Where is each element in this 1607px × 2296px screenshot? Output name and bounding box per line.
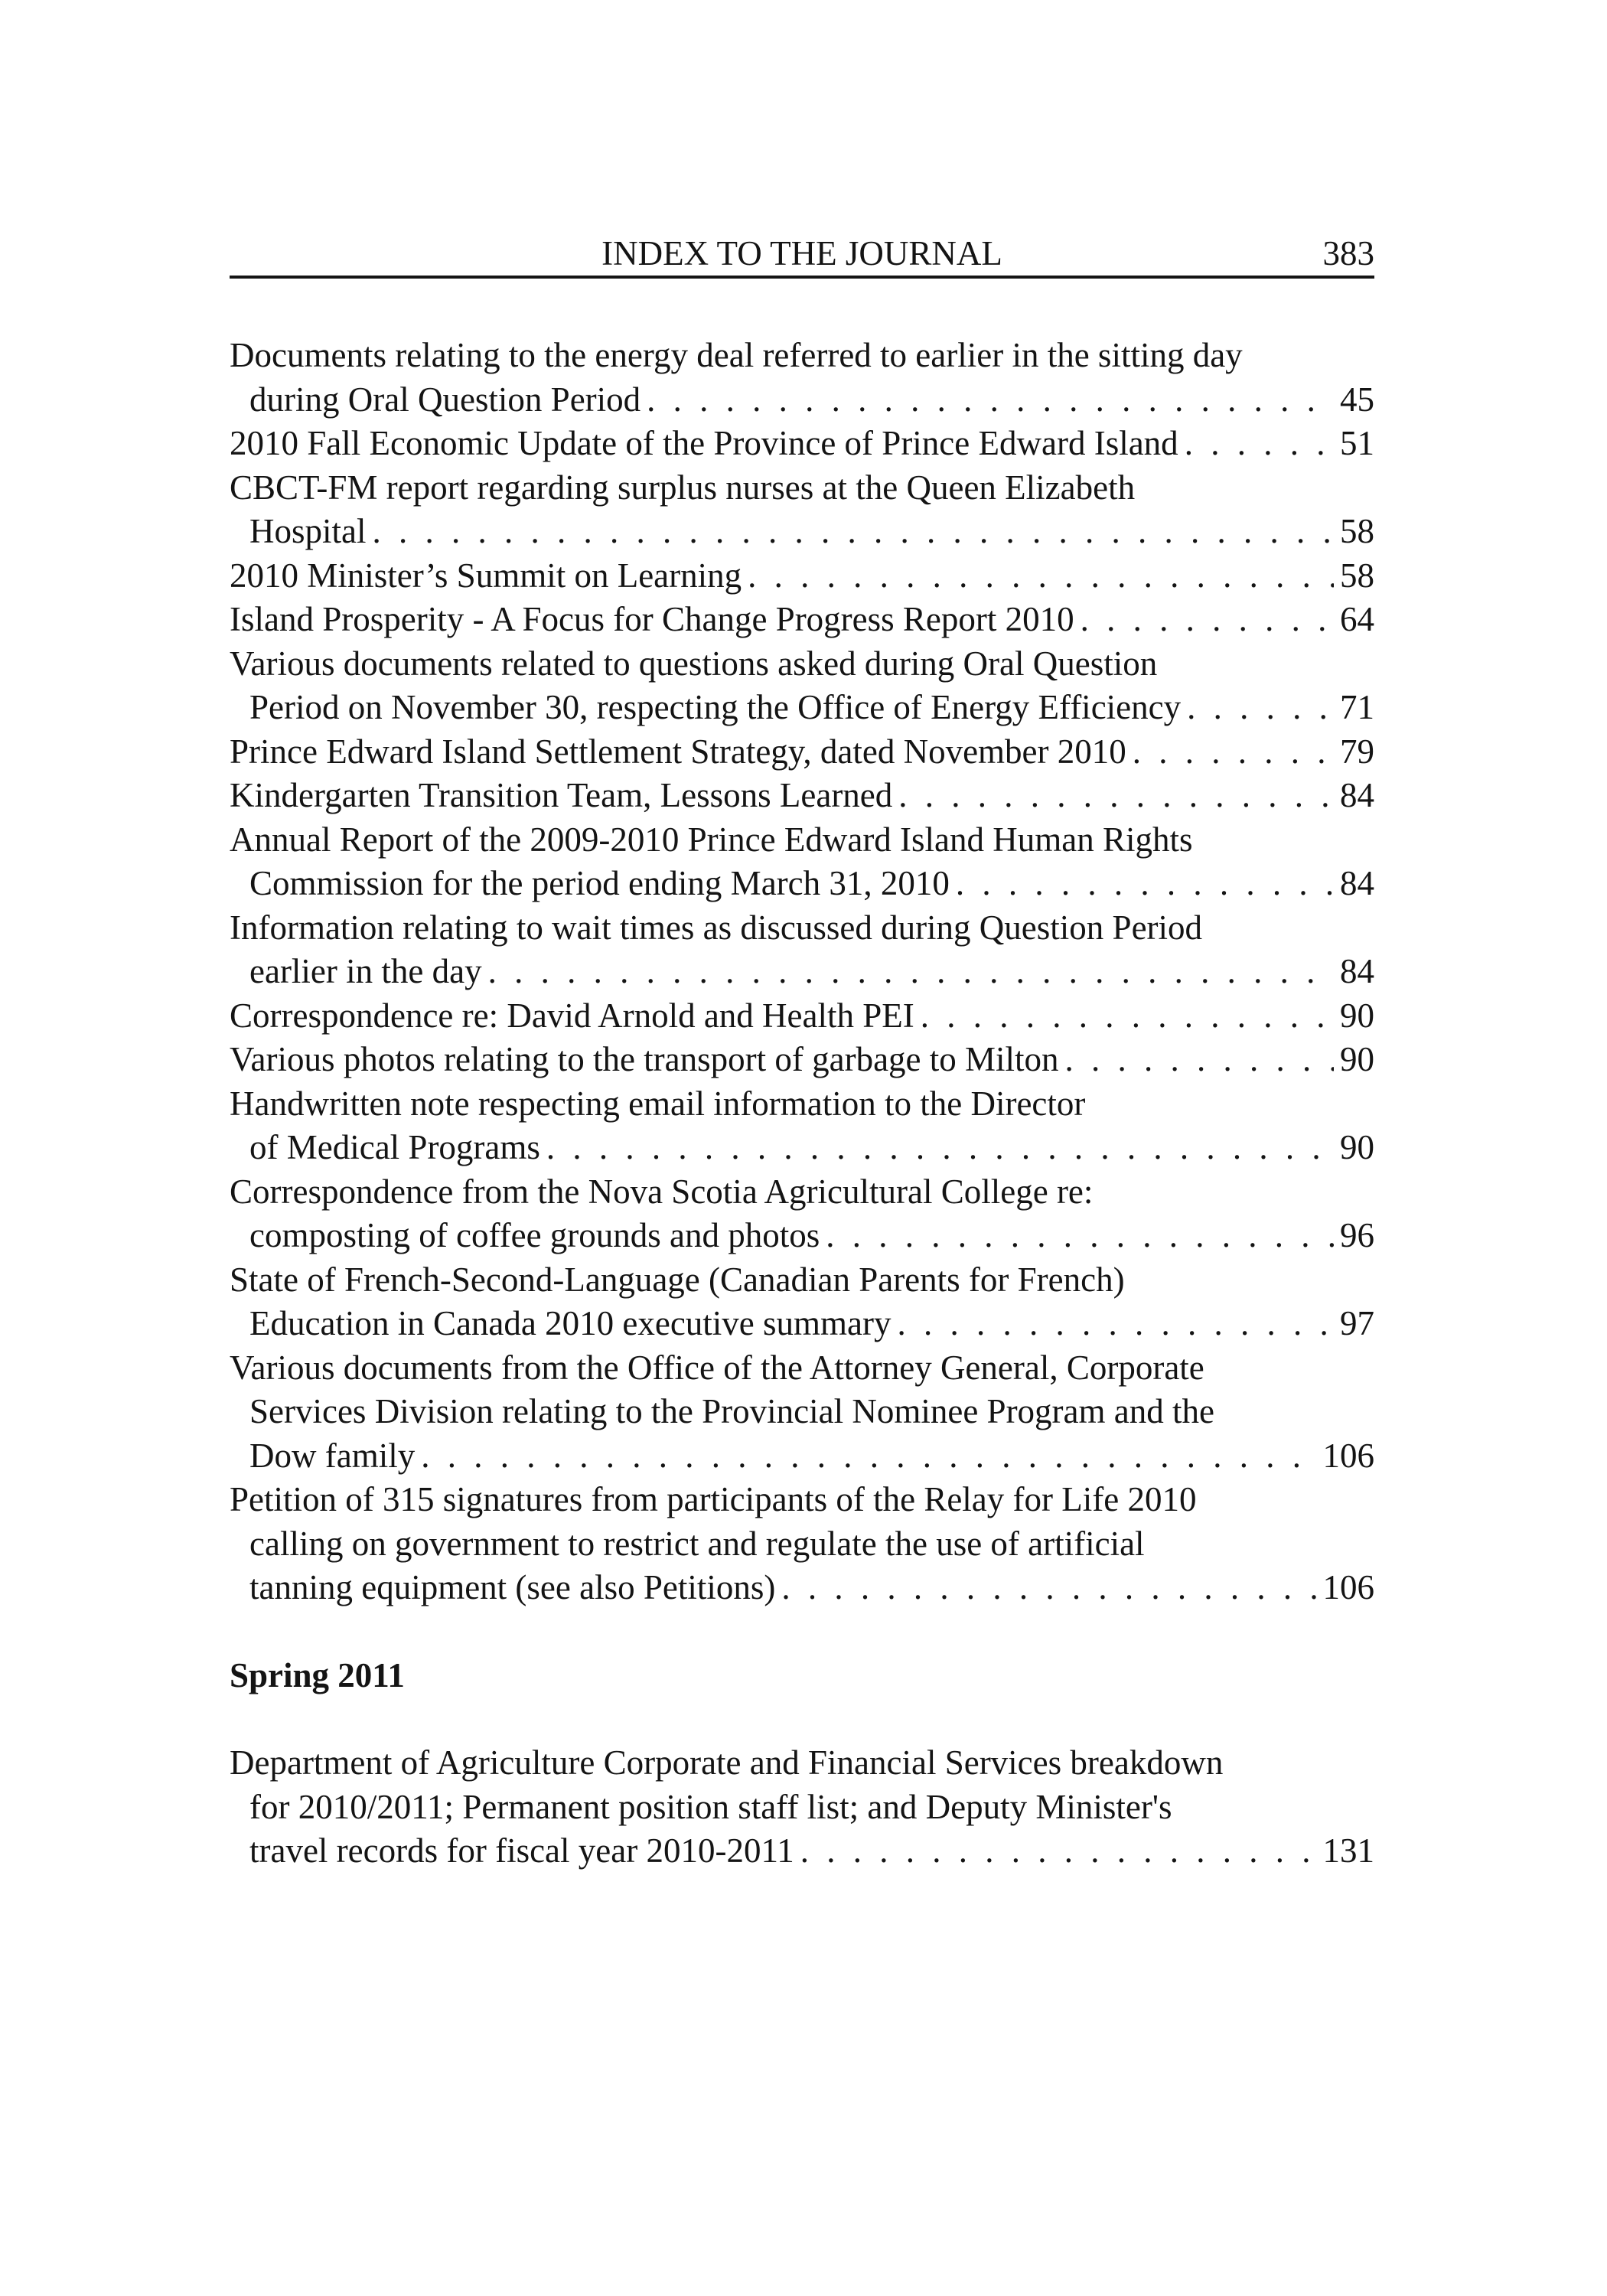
index-entry-line: calling on government to restrict and regulate the use of artificial (249, 1524, 1145, 1563)
dot-leader (546, 1126, 1334, 1170)
index-entry-text: Education in Canada 2010 executive summary (249, 1304, 892, 1342)
index-entry-page-number: 106 (1322, 1568, 1374, 1606)
index-entry-page-number: 71 (1340, 688, 1374, 726)
dot-leader (1065, 1038, 1334, 1082)
index-entry-page-number: 84 (1340, 952, 1374, 990)
index-entry-line: Petition of 315 signatures from participants of the Relay for Life 2010 (230, 1480, 1197, 1518)
index-entry-last-line (230, 994, 1374, 1039)
dot-leader (421, 1434, 1316, 1479)
index-entry (230, 1170, 1374, 1258)
dot-leader (488, 950, 1334, 994)
dot-leader (956, 862, 1334, 906)
index-entry-last-line (230, 730, 1374, 775)
index-entry-last-line (230, 1829, 1374, 1874)
index-entry-last-line (230, 1214, 1374, 1258)
index-entry-last-line (230, 422, 1374, 466)
index-entry-line: Department of Agriculture Corporate and Financial Services breakdown (230, 1743, 1224, 1782)
dot-leader (647, 378, 1334, 422)
index-entry-text: Prince Edward Island Settlement Strategy, dated November 2010 (230, 732, 1126, 771)
dot-leader (373, 510, 1335, 554)
index-entry-text: tanning equipment (see also Petitions) (249, 1568, 776, 1606)
index-entry-line: Services Division relating to the Provincial Nominee Program and the (249, 1392, 1214, 1430)
index-entry-page-number: 64 (1340, 600, 1374, 638)
index-entry-line: Various documents related to questions asked during Oral Question (230, 644, 1158, 683)
index-entry (230, 1082, 1374, 1170)
index-entry-page-number: 106 (1322, 1436, 1374, 1475)
index-entry-last-line (230, 378, 1374, 422)
index-entry-text: Various photos relating to the transport of garbage to Milton (230, 1040, 1059, 1078)
index-entry-page-number: 58 (1340, 512, 1374, 550)
index-entry-last-line (230, 1038, 1374, 1082)
index-entry (230, 598, 1374, 642)
dot-leader (898, 774, 1334, 818)
index-entry-line: for 2010/2011; Permanent position staff list; and Deputy Minister's (249, 1787, 1172, 1826)
index-entry-text: Period on November 30, respecting the Office of Energy Efficiency (249, 688, 1182, 726)
dot-leader (800, 1829, 1317, 1874)
index-entry (230, 642, 1374, 730)
index-entry-list (230, 334, 1374, 1610)
dot-leader (1133, 730, 1334, 775)
index-entry-text: Hospital (249, 512, 367, 550)
index-content (230, 334, 1374, 1874)
index-entry-text: earlier in the day (249, 952, 482, 990)
index-entry (230, 774, 1374, 818)
dot-leader (1185, 422, 1334, 466)
index-entry-last-line (230, 862, 1374, 906)
index-entry-page-number: 51 (1340, 424, 1374, 462)
index-entry-line: Annual Report of the 2009-2010 Prince Edward Island Human Rights (230, 820, 1193, 859)
index-entry-line: Handwritten note respecting email information to the Director (230, 1084, 1086, 1123)
index-entry-page-number: 84 (1340, 776, 1374, 814)
dot-leader (748, 554, 1334, 598)
index-entry-last-line (230, 686, 1374, 730)
dot-leader (826, 1214, 1334, 1258)
index-entry-page-number: 90 (1340, 996, 1374, 1035)
index-entry-text: Kindergarten Transition Team, Lessons Learned (230, 776, 893, 814)
section-heading: Spring 2011 (230, 1655, 405, 1694)
dot-leader (921, 994, 1334, 1039)
dot-leader (781, 1566, 1316, 1610)
dot-leader (898, 1302, 1335, 1346)
index-entry (230, 1258, 1374, 1346)
index-entry (230, 994, 1374, 1039)
index-entry-line: Information relating to wait times as discussed during Question Period (230, 908, 1203, 947)
index-entry (230, 1741, 1374, 1874)
index-entry-line: State of French-Second-Language (Canadian Parents for French) (230, 1260, 1125, 1299)
index-entry-last-line (230, 510, 1374, 554)
index-entry-text: 2010 Fall Economic Update of the Province of Prince Edward Island (230, 424, 1178, 462)
index-entry-page-number: 97 (1340, 1304, 1374, 1342)
index-entry-page-number: 131 (1322, 1831, 1374, 1870)
index-entry (230, 466, 1374, 554)
index-entry (230, 730, 1374, 775)
index-entry-last-line (230, 950, 1374, 994)
index-entry-text: Commission for the period ending March 31, 2010 (249, 864, 950, 902)
index-entry-last-line (230, 1126, 1374, 1170)
index-entry-page-number: 45 (1340, 380, 1374, 419)
running-title: INDEX TO THE JOURNAL (601, 234, 1002, 272)
index-entry-last-line (230, 1566, 1374, 1610)
index-entry-last-line (230, 1434, 1374, 1479)
running-head (230, 231, 1374, 279)
index-entry-text: Island Prosperity - A Focus for Change Progress Report 2010 (230, 600, 1074, 638)
index-entry-line: Various documents from the Office of the Attorney General, Corporate (230, 1348, 1204, 1387)
index-entry-text: of Medical Programs (249, 1128, 540, 1166)
index-entry-last-line (230, 1302, 1374, 1346)
page-number: 383 (1322, 234, 1374, 272)
index-entry-line: CBCT-FM report regarding surplus nurses at the Queen Elizabeth (230, 468, 1136, 507)
index-entry (230, 1346, 1374, 1479)
index-entry-page-number: 79 (1340, 732, 1374, 771)
index-entry (230, 1478, 1374, 1610)
index-entry-text: 2010 Minister’s Summit on Learning (230, 556, 742, 595)
index-entry-text: travel records for fiscal year 2010-2011 (249, 1831, 794, 1870)
section-spacer (230, 1698, 1374, 1741)
index-entry-page-number: 90 (1340, 1040, 1374, 1078)
index-entry-line: Documents relating to the energy deal referred to earlier in the sitting day (230, 336, 1243, 374)
index-entry-last-line (230, 598, 1374, 642)
index-entry-line: Correspondence from the Nova Scotia Agricultural College re: (230, 1172, 1094, 1211)
index-entry-text: Dow family (249, 1436, 416, 1475)
index-entry-text: composting of coffee grounds and photos (249, 1216, 820, 1254)
index-entry-page-number: 84 (1340, 864, 1374, 902)
index-entry-page-number: 96 (1340, 1216, 1374, 1254)
index-entry-page-number: 90 (1340, 1128, 1374, 1166)
index-entry (230, 422, 1374, 466)
index-entry (230, 334, 1374, 422)
index-entry-text: Correspondence re: David Arnold and Health PEI (230, 996, 914, 1035)
index-entry (230, 1038, 1374, 1082)
index-entry-text: during Oral Question Period (249, 380, 641, 419)
index-entry (230, 906, 1374, 994)
index-entry-last-line (230, 554, 1374, 598)
index-entry (230, 818, 1374, 906)
dot-leader (1081, 598, 1334, 642)
section-spacer (230, 1610, 1374, 1654)
journal-index-page (230, 0, 1374, 2296)
dot-leader (1187, 686, 1334, 730)
index-entry-page-number: 58 (1340, 556, 1374, 595)
index-entry-list (230, 1741, 1374, 1874)
index-entry-last-line (230, 774, 1374, 818)
index-entry (230, 554, 1374, 598)
